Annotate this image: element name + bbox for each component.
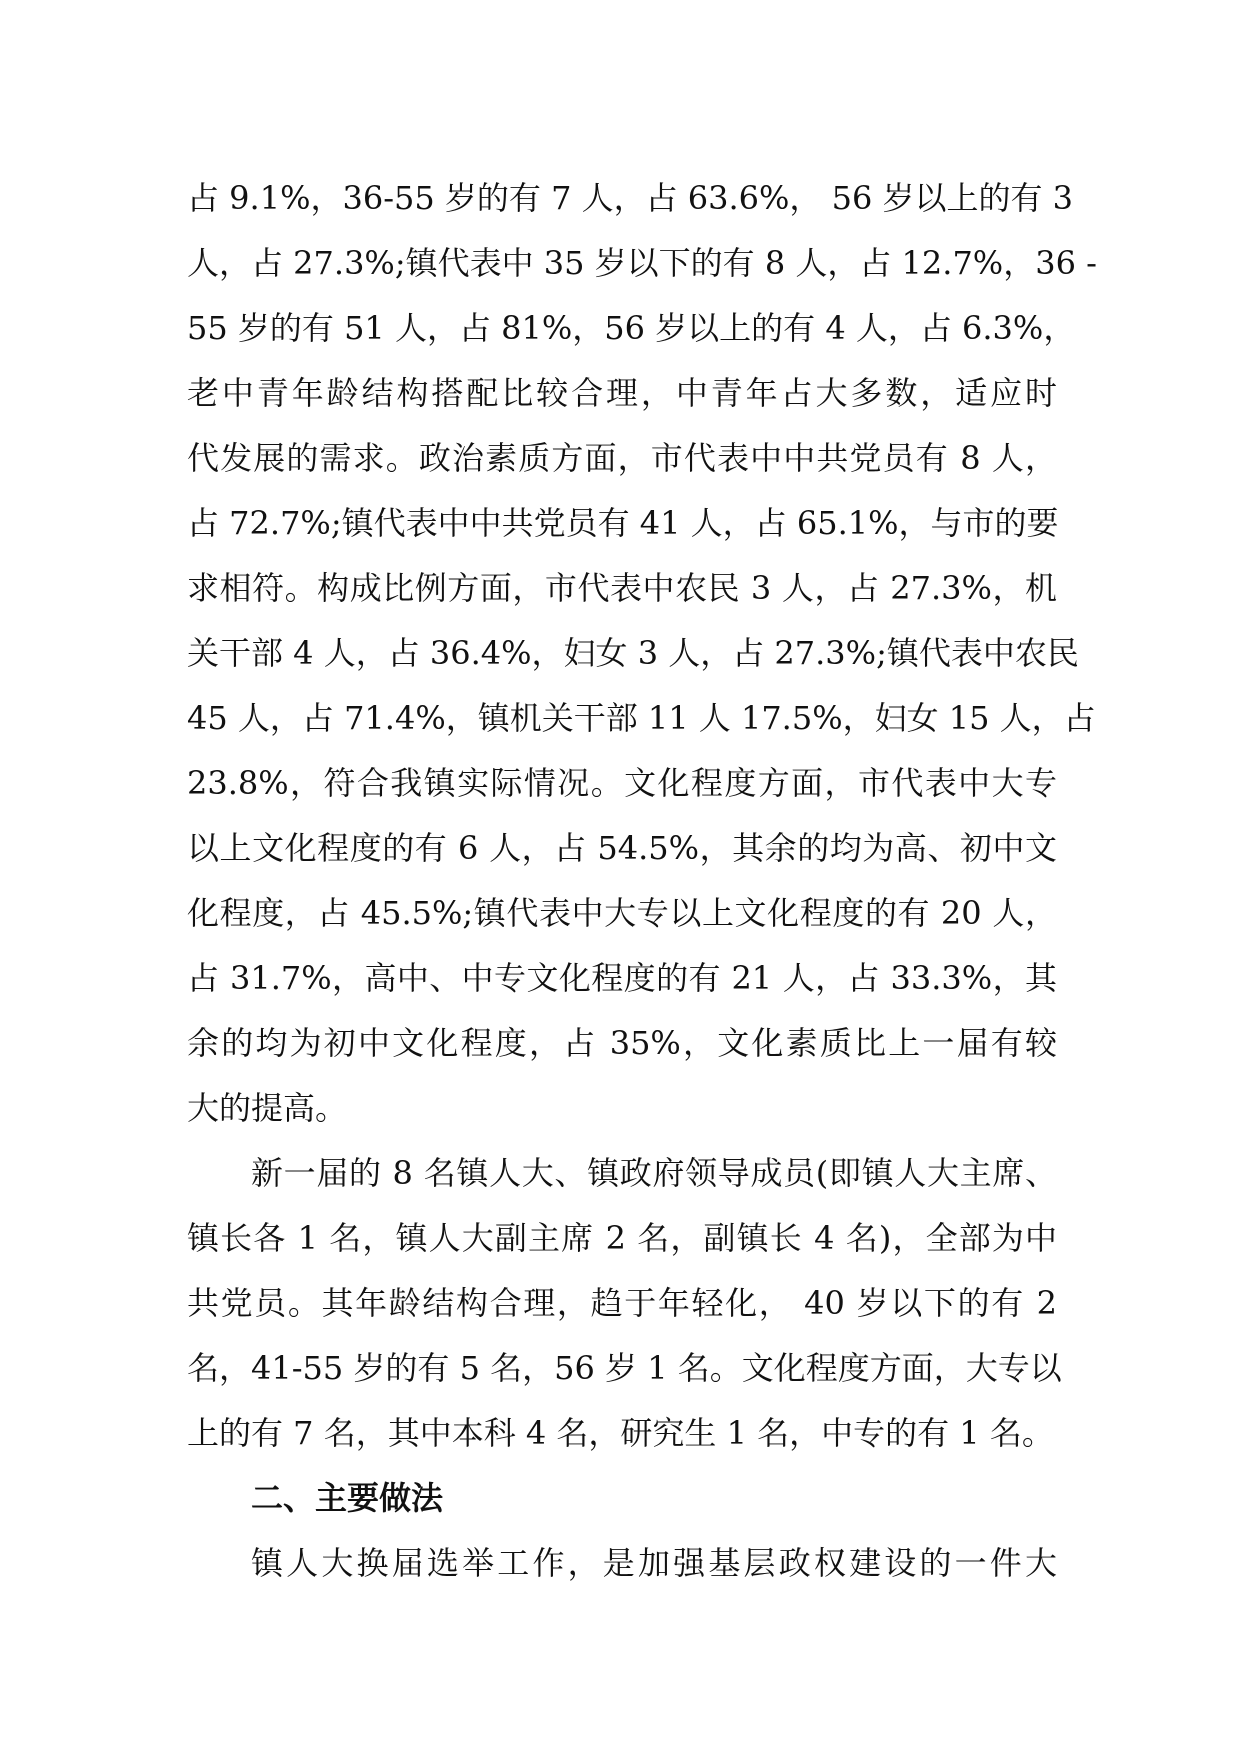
text-line: 占 31.7%，高中、中专文化程度的有 21 人，占 33.3%，其 [187, 959, 1057, 997]
text-line: 以上文化程度的有 6 人，占 54.5%，其余的均为高、初中文 [187, 829, 1057, 867]
text-line: 23.8%，符合我镇实际情况。文化程度方面，市代表中大专 [187, 764, 1057, 802]
text-line: 45 人，占 71.4%，镇机关干部 11 人 17.5%，妇女 15 人，占 [187, 699, 1096, 737]
text-line: 化程度，占 45.5%;镇代表中大专以上文化程度的有 20 人， [187, 894, 1057, 932]
text-line: 老中青年龄结构搭配比较合理，中青年占大多数，适应时 [187, 374, 1057, 412]
text-line: 共党员。其年龄结构合理，趋于年轻化， 40 岁以下的有 2 [187, 1284, 1057, 1322]
text-line: 镇长各 1 名，镇人大副主席 2 名，副镇长 4 名)，全部为中 [187, 1219, 1057, 1257]
text-line: 名，41-55 岁的有 5 名，56 岁 1 名。文化程度方面，大专以 [187, 1349, 1062, 1387]
text-line: 上的有 7 名，其中本科 4 名，研究生 1 名，中专的有 1 名。 [187, 1414, 1054, 1452]
text-line: 镇人大换届选举工作，是加强基层政权建设的一件大 [251, 1544, 1057, 1582]
text-line: 新一届的 8 名镇人大、镇政府领导成员(即镇人大主席、 [251, 1154, 1057, 1192]
text-line: 关干部 4 人，占 36.4%，妇女 3 人，占 27.3%;镇代表中农民 [187, 634, 1079, 672]
text-line: 55 岁的有 51 人，占 81%，56 岁以上的有 4 人，占 6.3%， [187, 309, 1076, 347]
text-line: 代发展的需求。政治素质方面，市代表中中共党员有 8 人， [187, 439, 1057, 477]
text-line: 余的均为初中文化程度，占 35%，文化素质比上一届有较 [187, 1024, 1057, 1062]
text-line: 求相符。构成比例方面，市代表中农民 3 人，占 27.3%，机 [187, 569, 1057, 607]
section-heading: 二、主要做法 [251, 1479, 444, 1517]
paragraph-leadership [187, 1141, 1062, 1466]
text-line: 大的提高。 [187, 1089, 348, 1127]
text-line: 人，占 27.3%;镇代表中 35 岁以下的有 8 人，占 12.7%，36 - [187, 244, 1097, 282]
paragraph-main-practices [187, 1531, 1057, 1596]
text-line: 占 72.7%;镇代表中中共党员有 41 人，占 65.1%，与市的要 [187, 504, 1059, 542]
paragraph-statistics [187, 166, 1097, 1141]
document-body [187, 166, 1097, 1596]
text-line: 占 9.1%，36-55 岁的有 7 人，占 63.6%， 56 岁以上的有 3 [187, 179, 1074, 217]
